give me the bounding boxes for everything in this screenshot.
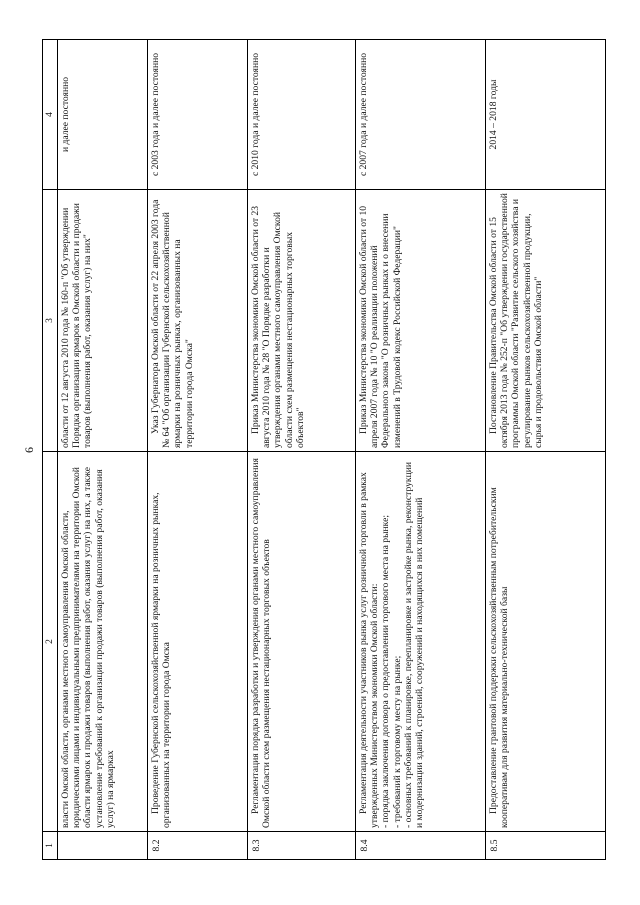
measure-text: Регламентация порядка разработки и утверждения органами местного самоуправления Омской области схем размещения нестационарных торговых объектов [250,458,273,828]
measure-text: власти Омской области, органами местного самоуправления Омской области, юридическими лицами и индивидуальными предпринимателями на территории Омской области ярмарок и продажи товаров (выполнения работ, оказания услуг) на них, а также установление требований к организации продажи товаров (выполнения работ, оказания услуг) на ярмарках [60,466,116,828]
measure-text: - основных требований к планировке, перепланировке и застройке рынка, реконструкции и модернизации зданий, строений, сооружений и находящихся в них помещений [402,462,426,828]
measure-text: Регламентация деятельности участников рынка услуг розничной торговли в рамках утвержденных Министерством экономики Омской области: [358,472,381,828]
table-row [58,40,148,860]
rotated-table-area [20,40,565,860]
legal-act-cell: области от 12 августа 2010 года № 160-п "Об утверждении Порядка организации ярмарок в Омской области и продажи товаров (выполнения работ, оказания услуг) на них" [58,190,148,452]
header-col-3: 3 [43,190,58,452]
legal-act-cell [148,190,248,452]
legal-act-cell [486,190,606,452]
measure-text: Проведение Губернской сельскохозяйственной ярмарки на розничных рынках, организованных на территории города Омска [150,492,173,828]
measure-cell [356,452,486,832]
legal-act-text: Постановление Правительства Омской области от 15 октября 2013 года № 252-п "Об утверждении государственной программы Омской области "Развитие сельского хозяйства и регулирование рынков сельскохозяйственной продукции, сырья и продовольствия Омской области" [488,193,544,448]
table-row [486,40,606,860]
measures-table [42,39,606,860]
header-col-4: 4 [43,40,58,190]
measure-cell [486,452,606,832]
measure-text: Предоставление грантовой поддержки сельскохозяйственным потребительским кооперативам для развития материально-технической базы [488,487,511,828]
term-cell: 2014 – 2018 годы [486,40,606,190]
legal-act-cell [356,190,486,452]
row-number: 8.3 [248,832,356,860]
measure-cell [58,452,148,832]
header-col-1: 1 [43,832,58,860]
table-row [248,40,356,860]
row-number: 8.2 [148,832,248,860]
term-cell: с 2007 года и далее постоянно [356,40,486,190]
term-cell: с 2010 года и далее постоянно [248,40,356,190]
term-cell: с 2003 года и далее постоянно [148,40,248,190]
legal-act-text: Указ Губернатора Омской области от 22 апреля 2003 года № 64 "Об организации Губернской сельскохозяйственной ярмарки на розничных рынках, организованных на территории города Омска" [150,199,195,448]
legal-act-text: Приказ Министерства экономики Омской области от 10 апреля 2007 года № 10 "О реализации положений Федерального закона "О розничных рынках и о внесении изменений в Трудовой кодекс Российской Федерации" [358,205,403,448]
row-number: 8.4 [356,832,486,860]
term-cell: и далее постоянно [58,40,148,190]
measure-cell [148,452,248,832]
page-number: 6 [22,447,36,453]
measure-text: - требований к торговому месту на рынке; [391,655,403,828]
measure-cell [248,452,356,832]
table-row [148,40,248,860]
measure-text: - порядка заключения договора о предоставлении торгового места на рынке; [380,515,392,828]
row-number [58,832,148,860]
row-number: 8.5 [486,832,606,860]
header-row [43,40,58,860]
legal-act-cell [248,190,356,452]
header-col-2: 2 [43,452,58,832]
legal-act-text: Приказ Министерства экономики Омской области от 23 августа 2010 года № 28 "О Порядке разработки и утверждения органами местного самоуправления Омской области схем размещения нестационарных торговых объектов" [250,205,306,448]
table-row [356,40,486,860]
